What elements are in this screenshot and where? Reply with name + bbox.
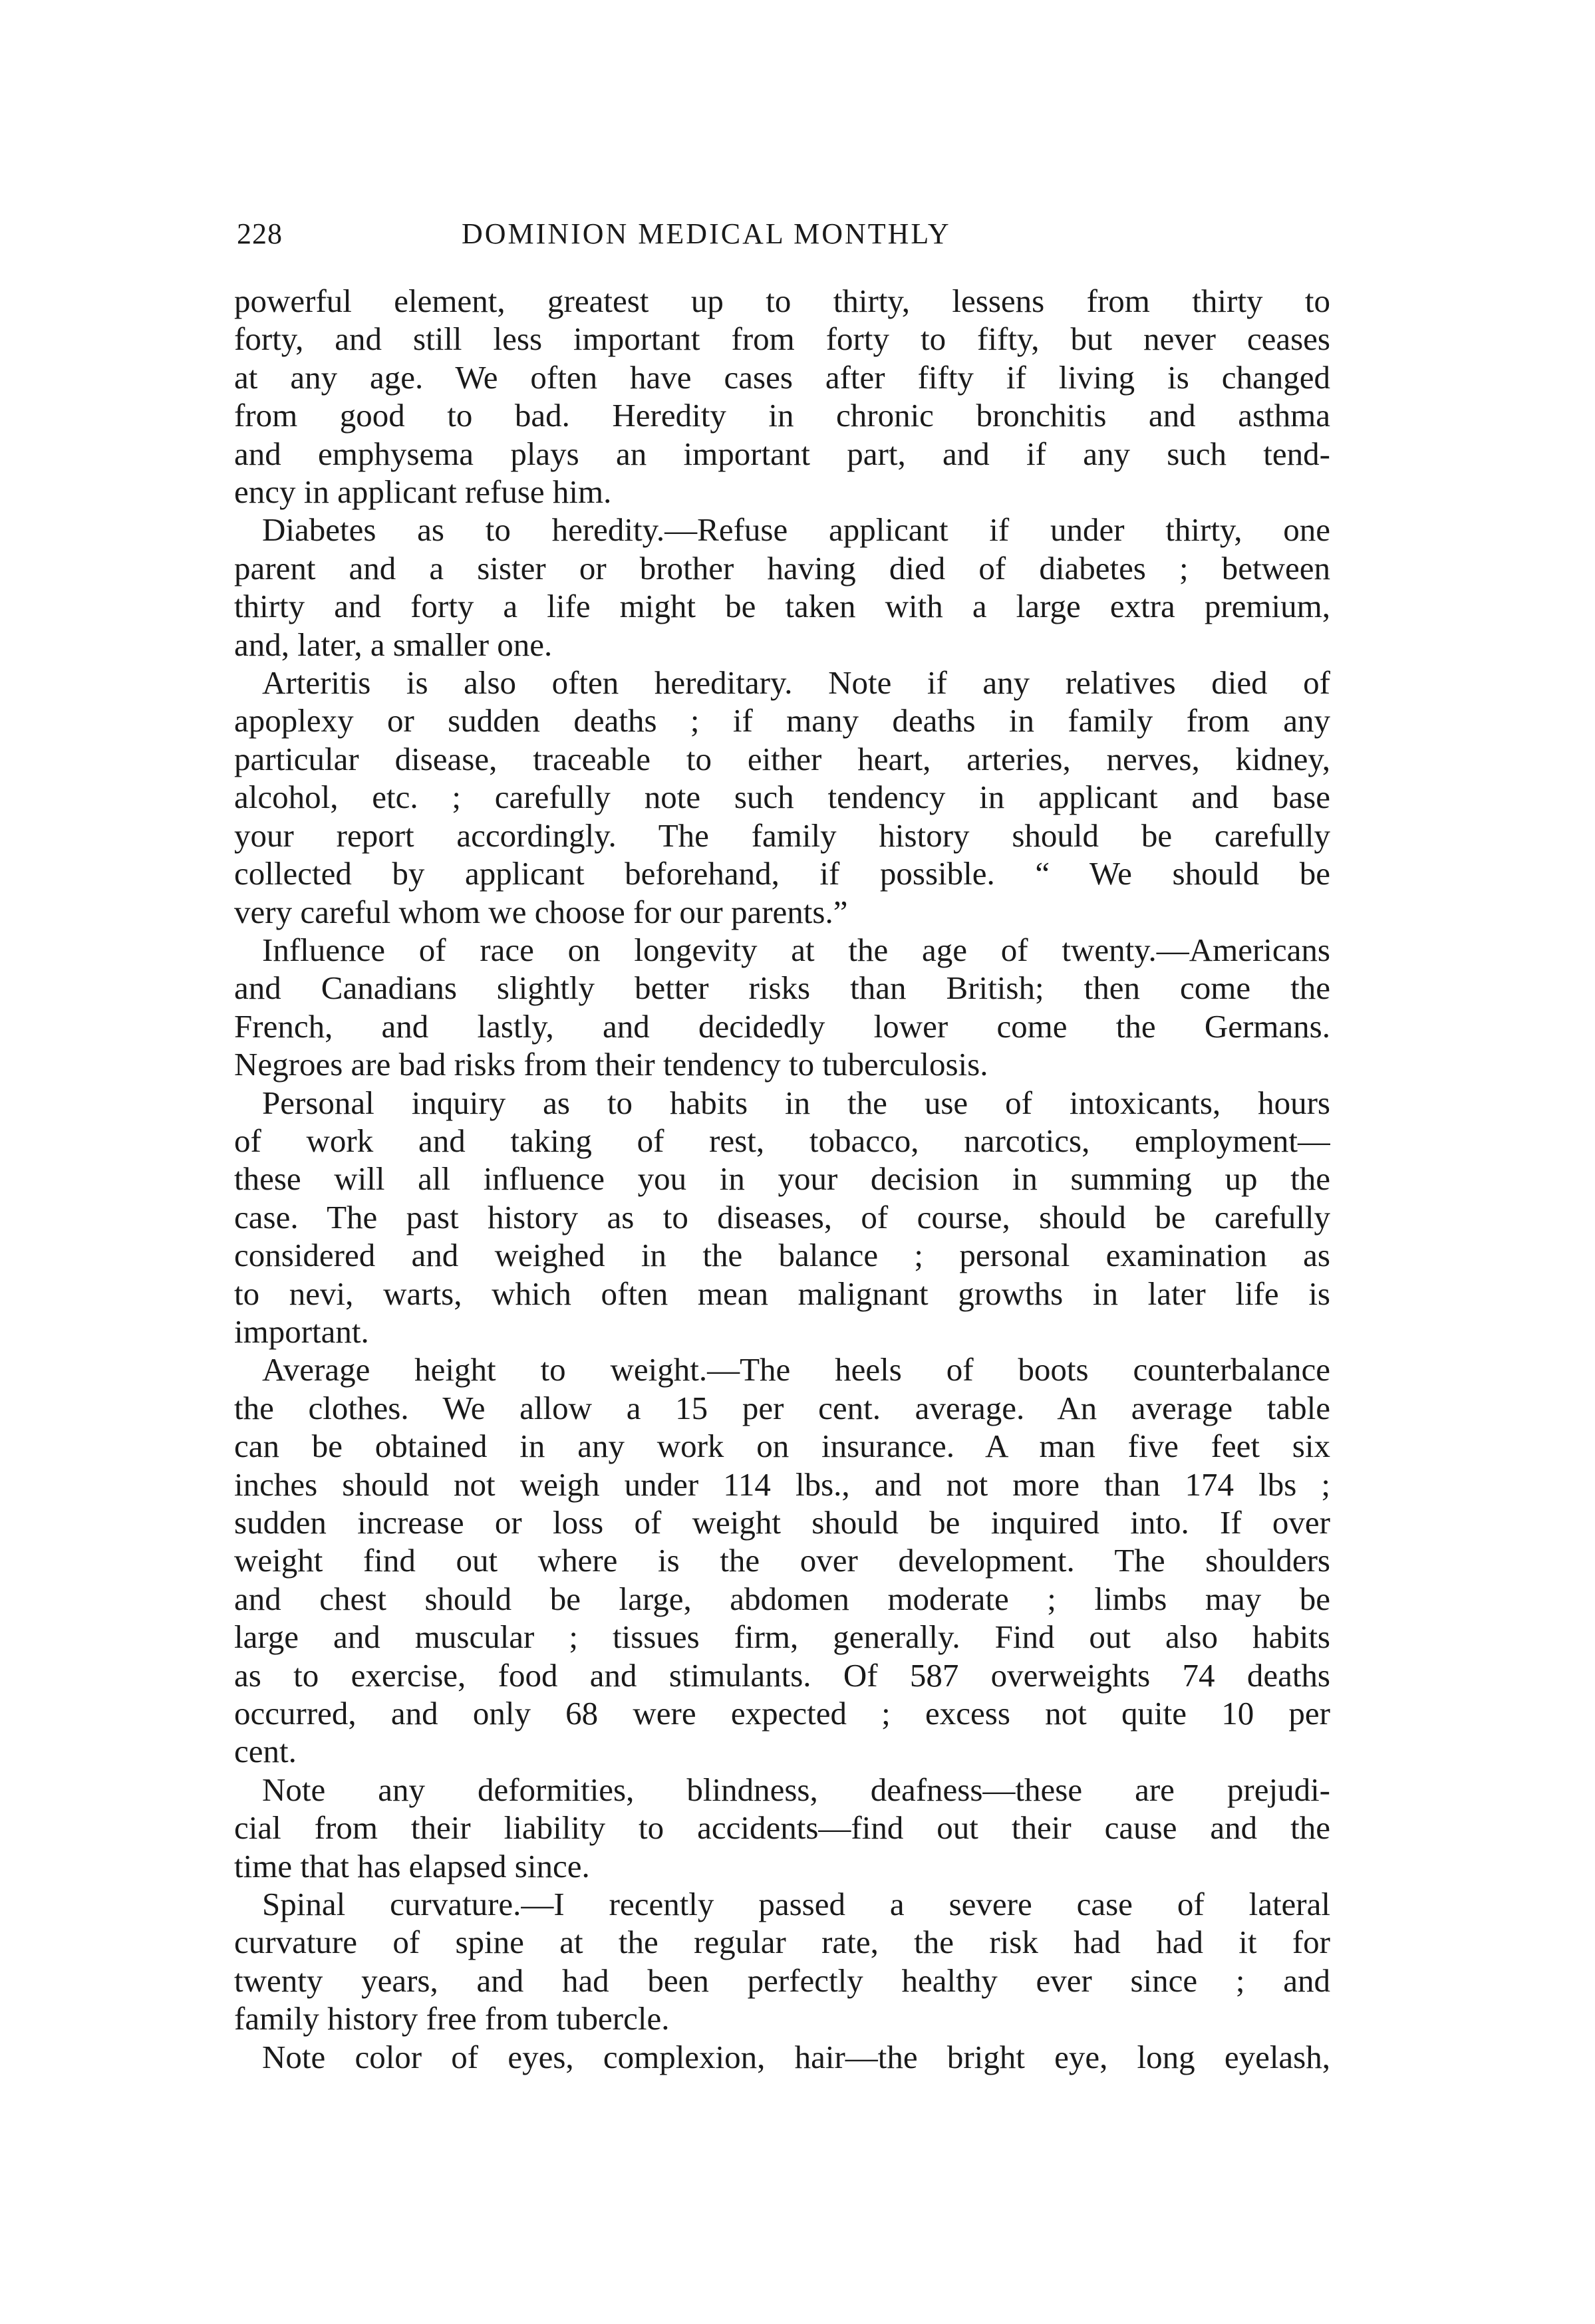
text-line: forty, and still less important from forty to fifty, but never ceases bbox=[234, 321, 1330, 358]
text-line: case. The past history as to diseases, of course, should be carefully bbox=[234, 1198, 1330, 1235]
text-line: family history free from tubercle. bbox=[234, 2000, 670, 2037]
paragraph bbox=[234, 2038, 1330, 2076]
text-line: of work and taking of rest, tobacco, narcotics, employment— bbox=[234, 1122, 1330, 1159]
text-line: Influence of race on longevity at the age of twenty.—Americans bbox=[262, 931, 1330, 968]
text-line: Arteritis is also often hereditary. Note if any relatives died of bbox=[262, 664, 1330, 702]
text-line: French, and lastly, and decidedly lower come the Germans. bbox=[234, 1007, 1330, 1045]
text-line: particular disease, traceable to either heart, arteries, nerves, kidney, bbox=[234, 740, 1330, 777]
text-line: as to exercise, food and stimulants. Of 587 overweights 74 deaths bbox=[234, 1656, 1330, 1694]
text-line: Diabetes as to heredity.—Refuse applicant if under thirty, one bbox=[262, 511, 1330, 549]
text-line: Average height to weight.—The heels of boots counterbalance bbox=[262, 1351, 1330, 1388]
text-line: powerful element, greatest up to thirty, lessens from thirty to bbox=[234, 283, 1330, 319]
text-line: cial from their liability to accidents—find out their cause and the bbox=[234, 1809, 1330, 1847]
paragraph bbox=[234, 1084, 1330, 1351]
running-head bbox=[237, 214, 1328, 254]
text-line: Negroes are bad risks from their tendency to tuberculosis. bbox=[234, 1046, 988, 1083]
text-line: at any age. We often have cases after fifty if living is changed bbox=[234, 358, 1330, 396]
text-line: twenty years, and had been perfectly healthy ever since ; and bbox=[234, 1962, 1330, 1999]
text-line: and chest should be large, abdomen moderate ; limbs may be bbox=[234, 1580, 1330, 1617]
text-line: the clothes. We allow a 15 per cent. average. An average table bbox=[234, 1389, 1330, 1426]
text-line: cent. bbox=[234, 1733, 297, 1770]
paragraph bbox=[234, 1885, 1330, 2038]
text-line: considered and weighed in the balance ; personal examination as bbox=[234, 1237, 1330, 1274]
paragraph bbox=[234, 282, 1330, 511]
text-line: Note color of eyes, complexion, hair—the bright eye, long eyelash, bbox=[262, 2038, 1330, 2075]
text-line: Note any deformities, blindness, deafness—these are prejudi- bbox=[262, 1771, 1330, 1808]
text-line: weight find out where is the over development. The shoulders bbox=[234, 1542, 1330, 1579]
text-line: to nevi, warts, which often mean malignant growths in later life is bbox=[234, 1275, 1330, 1312]
paragraph bbox=[234, 1351, 1330, 1770]
text-line: large and muscular ; tissues firm, generally. Find out also habits bbox=[234, 1618, 1330, 1656]
text-line: from good to bad. Heredity in chronic bronchitis and asthma bbox=[234, 397, 1330, 434]
page-number: 228 bbox=[237, 217, 283, 250]
text-line: apoplexy or sudden deaths ; if many deaths in family from any bbox=[234, 702, 1330, 739]
text-line: collected by applicant beforehand, if possible. “ We should be bbox=[234, 855, 1330, 892]
paragraph bbox=[234, 1771, 1330, 1885]
text-line: these will all influence you in your decision in summing up the bbox=[234, 1160, 1330, 1198]
journal-title: DOMINION MEDICAL MONTHLY bbox=[462, 217, 951, 250]
text-line: alcohol, etc. ; carefully note such tendency in applicant and base bbox=[234, 779, 1330, 816]
text-line: curvature of spine at the regular rate, the risk had had it for bbox=[234, 1924, 1330, 1961]
text-line: sudden increase or loss of weight should be inquired into. If over bbox=[234, 1504, 1330, 1541]
text-line: time that has elapsed since. bbox=[234, 1847, 590, 1884]
text-line: and emphysema plays an important part, and if any such tend- bbox=[234, 435, 1330, 472]
text-line: can be obtained in any work on insurance. A man five feet six bbox=[234, 1428, 1330, 1465]
text-line: and Canadians slightly better risks than British; then come the bbox=[234, 969, 1330, 1007]
text-line: your report accordingly. The family history should be carefully bbox=[234, 817, 1330, 854]
text-line: inches should not weigh under 114 lbs., and not more than 174 lbs ; bbox=[234, 1466, 1330, 1503]
text-line: important. bbox=[234, 1313, 369, 1350]
text-line: parent and a sister or brother having died of diabetes ; between bbox=[234, 549, 1330, 586]
paragraph bbox=[234, 511, 1330, 664]
text-line: Personal inquiry as to habits in the use of intoxicants, hours bbox=[262, 1084, 1330, 1121]
paragraph bbox=[234, 664, 1330, 931]
text-line: ency in applicant refuse him. bbox=[234, 473, 612, 511]
body-text bbox=[234, 282, 1330, 2076]
text-line: very careful whom we choose for our parents.” bbox=[234, 893, 848, 930]
paragraph bbox=[234, 931, 1330, 1084]
text-line: occurred, and only 68 were expected ; excess not quite 10 per bbox=[234, 1695, 1330, 1732]
text-line: and, later, a smaller one. bbox=[234, 626, 553, 663]
text-line: Spinal curvature.—I recently passed a severe case of lateral bbox=[262, 1886, 1330, 1923]
text-line: thirty and forty a life might be taken with a large extra premium, bbox=[234, 588, 1330, 625]
